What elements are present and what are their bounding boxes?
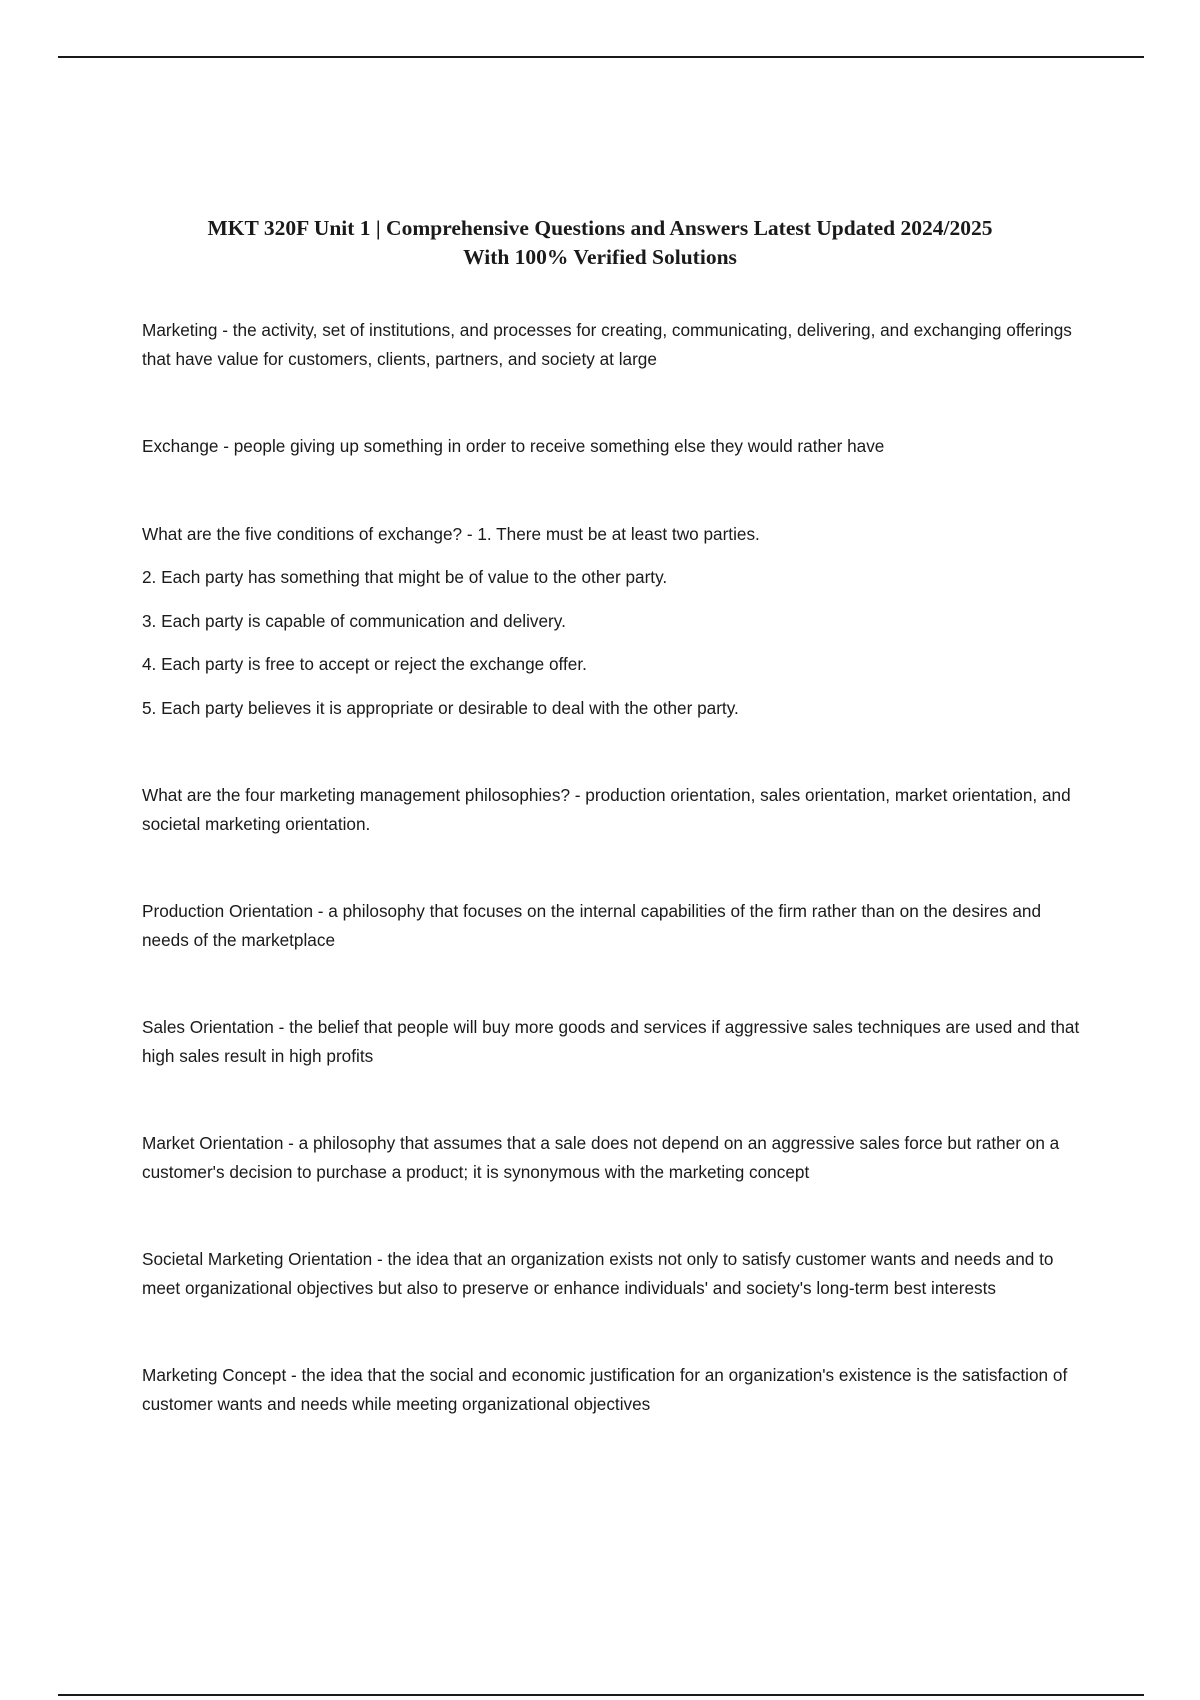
- entry-exchange: Exchange - people giving up something in order to receive something else they would rather have: [142, 436, 885, 456]
- entry-conditions: [142, 520, 1082, 723]
- condition-line: 3. Each party is capable of communication and delivery.: [142, 610, 566, 631]
- entry-marketing: Marketing - the activity, set of institutions, and processes for creating, communicating, delivering, and exchanging offerings that have value for customers, clients, partners, and society at large: [142, 320, 1072, 369]
- entry-philosophies: What are the four marketing management philosophies? - production orientation, sales orientation, market orientation, and societal marketing orientation.: [142, 785, 1071, 834]
- document-body: [142, 316, 1082, 1418]
- condition-line: 2. Each party has something that might be of value to the other party.: [142, 567, 668, 587]
- title-line-2: With 100% Verified Solutions: [463, 245, 737, 269]
- entry-sales-orientation: Sales Orientation - the belief that people will buy more goods and services if aggressive sales techniques are used and that high sales result in high profits: [142, 1017, 1080, 1066]
- condition-line: 5. Each party believes it is appropriate or desirable to deal with the other party.: [142, 697, 739, 718]
- bottom-rule: [58, 1694, 1144, 1696]
- entry-market-orientation: Market Orientation - a philosophy that assumes that a sale does not depend on an aggressive sales force but rather on a customer's decision to purchase a product; it is synonymous with the marketing concept: [142, 1133, 1060, 1182]
- entry-societal-marketing-orientation: Societal Marketing Orientation - the idea that an organization exists not only to satisfy customer wants and needs and to meet organizational objectives but also to preserve or enhance individuals' and society's long-term best interests: [142, 1249, 1054, 1298]
- document-title: [100, 214, 1100, 272]
- top-rule: [58, 56, 1144, 58]
- entry-marketing-concept: Marketing Concept - the idea that the social and economic justification for an organization's existence is the satisfaction of customer wants and needs while meeting organizational objectives: [142, 1365, 1068, 1414]
- condition-line: What are the five conditions of exchange? - 1. There must be at least two parties.: [142, 523, 760, 544]
- condition-line: 4. Each party is free to accept or reject the exchange offer.: [142, 654, 587, 674]
- entry-production-orientation: Production Orientation - a philosophy that focuses on the internal capabilities of the firm rather than on the desires and needs of the marketplace: [142, 901, 1042, 950]
- title-line-1: MKT 320F Unit 1 | Comprehensive Questions and Answers Latest Updated 2024/2025: [207, 216, 993, 240]
